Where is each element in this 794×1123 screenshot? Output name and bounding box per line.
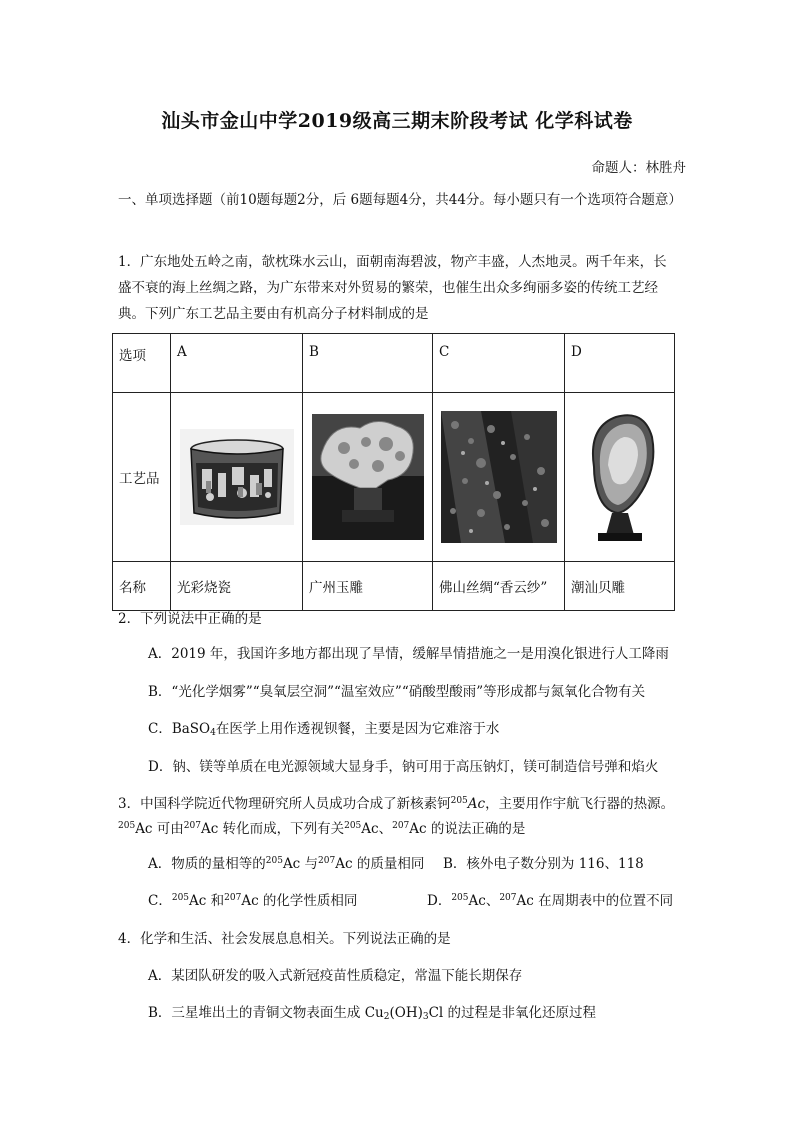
question-3-stem-line-2: $^{205}$Ac 可由$^{207}$Ac 转化而成，下列有关$^{205}$Ac、$^{207}$Ac 的说法正确的是 [118,821,526,837]
option-d-name: 潮汕贝雕 [565,562,675,611]
question-1-table [112,333,675,611]
question-3-option-a: A．物质的量相等的$^{205}$Ac 与$^{207}$Ac 的质量相同 [148,856,425,872]
option-c-name: 佛山丝绸“香云纱” [433,562,565,611]
option-d-header: D [565,334,675,393]
question-2-option-a: A．2019 年，我国许多地方都出现了旱情，缓解旱情措施之一是用溴化银进行人工降雨 [148,646,669,662]
question-4-option-b: B．三星堆出土的青铜文物表面生成 $Cu_2(OH)_3Cl$ 的过程是非氧化还原过程 [148,1005,597,1022]
table-row [113,393,675,562]
question-2-option-c: C．BaSO$_4$在医学上用作透视钡餐，主要是因为它难溶于水 [148,721,500,738]
option-b-image-cell [303,393,433,562]
option-a-header: A [171,334,303,393]
question-3-option-d: D．$^{205}$Ac、$^{207}$Ac 在周期表中的位置不同 [427,893,674,909]
question-3-stem-line-1: 3．中国科学院近代物理研究所人员成功合成了新核素钶$^{205}$Ac，主要用作宇航飞行器的热源。 [118,796,675,812]
question-2-stem: 2．下列说法中正确的是 [118,611,262,627]
option-c-image-cell [433,393,565,562]
question-3-option-b: B．核外电子数分别为 116、118 [443,856,644,872]
option-b-name: 广州玉雕 [303,562,433,611]
option-d-image-cell [565,393,675,562]
question-1-stem: 1．广东地处五岭之南，欹枕珠水云山，面朝南海碧波，物产丰盛，人杰地灵。两千年来，长盛不衰的海上丝绸之路，为广东带来对外贸易的繁荣，也催生出众多绚丽多姿的传统工艺经典。下列广东工艺品主要由有机高分子材料制成的是 [118,254,667,322]
row-label-name: 名称 [113,562,171,611]
question-2-option-b: B．“光化学烟雾”“臭氧层空洞”“温室效应”“硝酸型酸雨”等形成都与氮氧化合物有关 [148,684,646,700]
option-b-header: B [303,334,433,393]
row-label-option: 选项 [113,334,171,393]
shell-carving-image [582,407,658,547]
option-a-name: 光彩烧瓷 [171,562,303,611]
question-4-option-a: A．某团队研发的吸入式新冠疫苗性质稳定，常温下能长期保存 [148,968,523,984]
option-c-header: C [433,334,565,393]
jade-carving-image [312,414,424,540]
author-line: 命题人：林胜舟 [591,160,686,176]
question-4-stem: 4．化学和生活、社会发展息息相关。下列说法正确的是 [118,931,451,947]
exam-title: 汕头市金山中学2019级高三期末阶段考试 化学科试卷 [161,110,633,132]
question-3-option-c: C．$^{205}$Ac 和$^{207}$Ac 的化学性质相同 [148,893,358,909]
section-heading: 一、单项选择题（前10题每题2分，后 6题每题4分，共44分。每小题只有一个选项符合题意） [118,192,682,208]
question-2-option-d: D．钠、镁等单质在电光源领域大显身手，钠可用于高压钠灯，镁可制造信号弹和焰火 [148,759,659,775]
table-row [113,562,675,611]
porcelain-pot-image [180,429,294,525]
table-row [113,334,675,393]
option-a-image-cell [171,393,303,562]
silk-fabric-image [441,411,557,543]
row-label-craft: 工艺品 [113,393,171,562]
